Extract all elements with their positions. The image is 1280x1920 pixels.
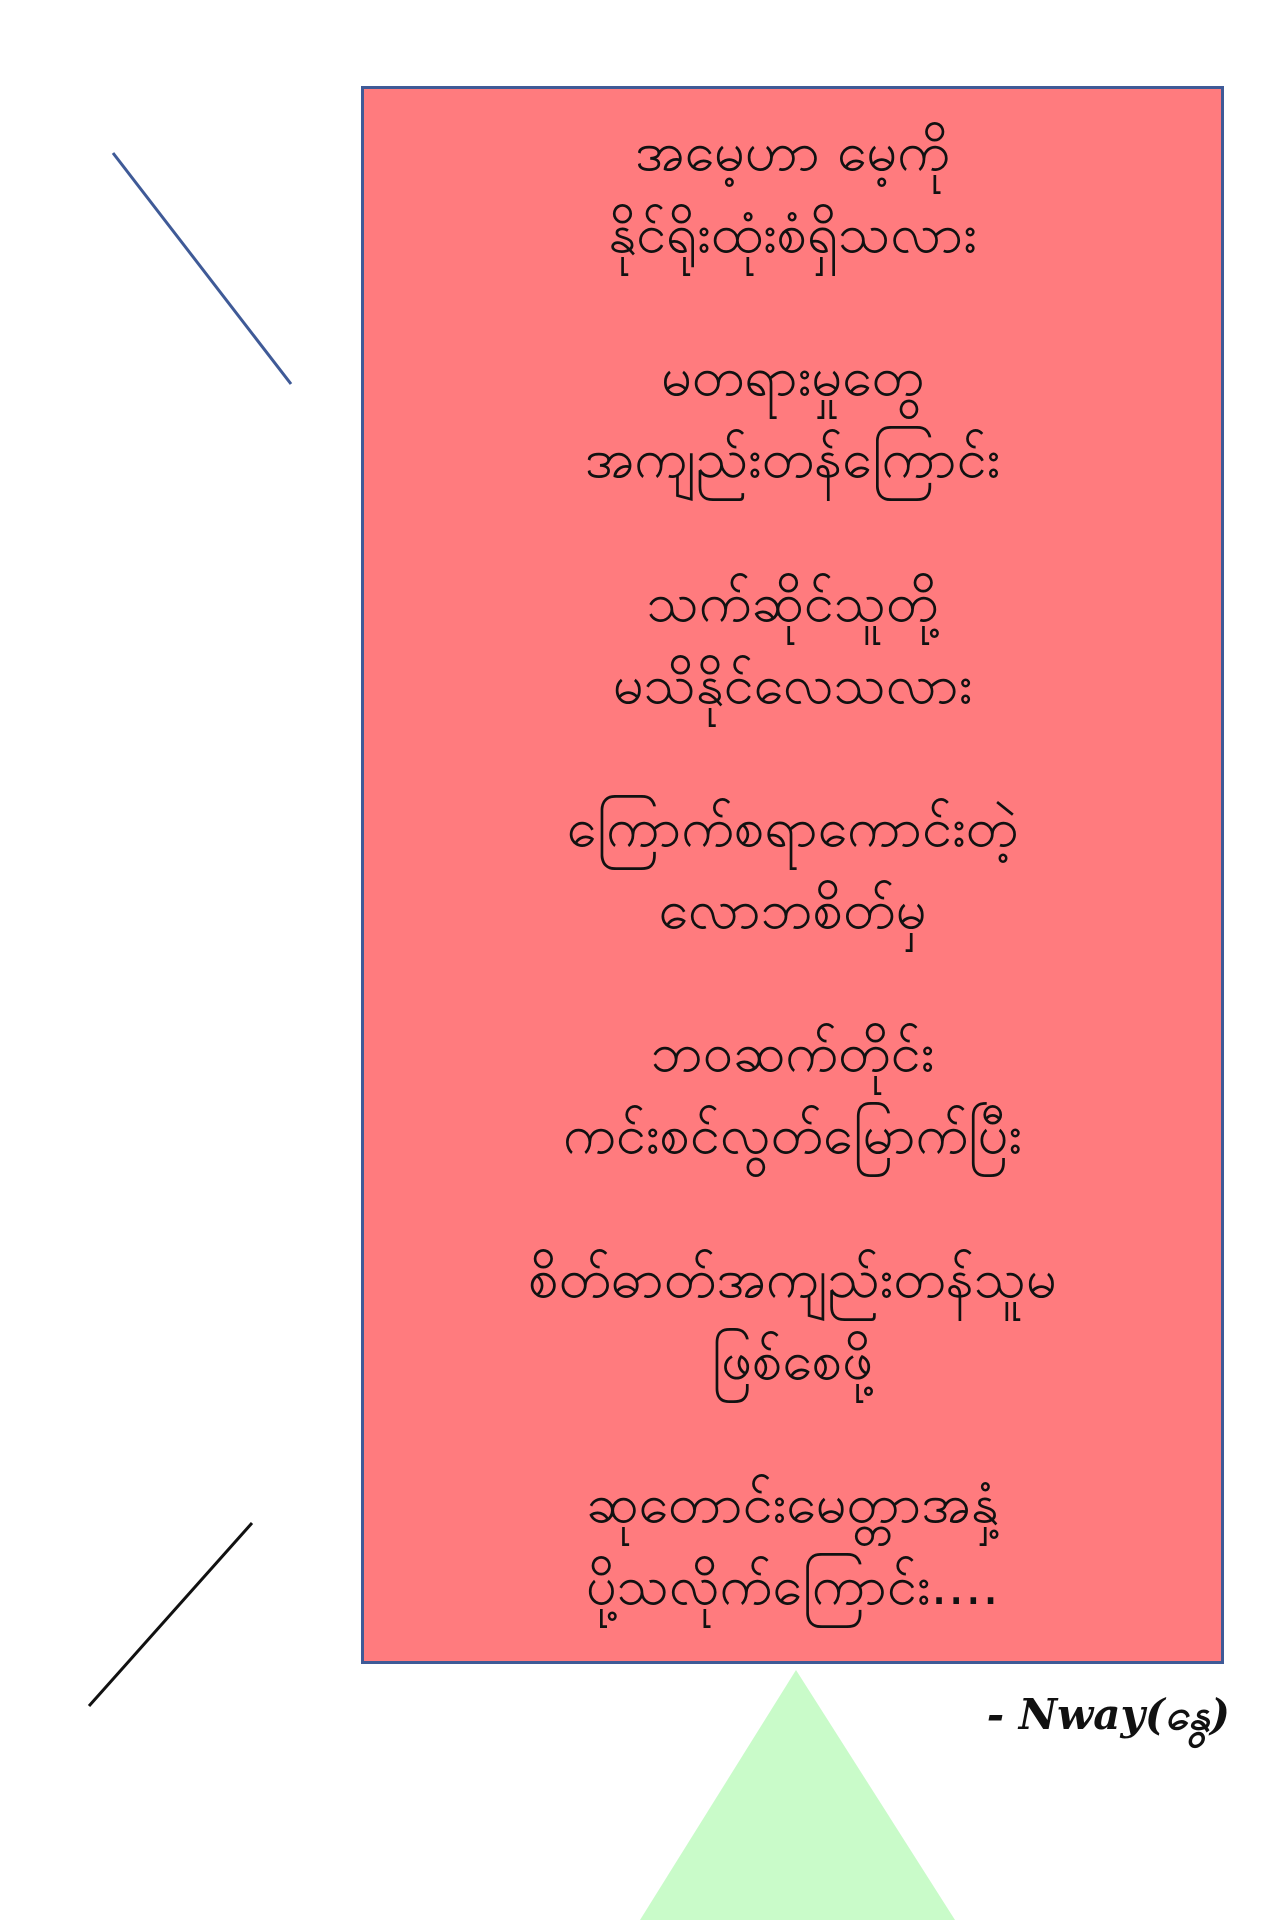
poem-line: နိုင်ရိုးထုံးစံရှိသလား [608, 202, 977, 265]
poem-line: အမေ့ဟာ မေ့ကို [635, 120, 950, 183]
poem-line: ပို့သလိုက်ကြောင်း.... [585, 1553, 1000, 1617]
poem-stanza [374, 1238, 1211, 1402]
author-signature: - Nway(နွေ) [986, 1690, 1230, 1739]
poem-stanza [374, 336, 1211, 500]
poem-stanza [374, 1463, 1211, 1627]
poem-line: ကင်းစင်လွတ်မြောက်ပြီး [563, 1103, 1022, 1167]
poem-stanza [374, 562, 1211, 726]
poem-line: စိတ်ဓာတ်အကျည်းတန်သူမ [528, 1246, 1057, 1310]
diagonal-line-blue [113, 153, 291, 384]
poem-line: ဘဝဆက်တိုင်း [650, 1021, 935, 1085]
poem-line: ကြောက်စရာကောင်းတဲ့ [566, 795, 1019, 859]
poem-line: ဆုတောင်းမေတ္တာအနှံ့ [586, 1471, 999, 1535]
poem-stanza [374, 1012, 1211, 1176]
poem-line: မတရားမှုတွေ [660, 345, 925, 409]
diagonal-line-black [89, 1523, 252, 1706]
poem-line: ဖြစ်စေဖို့ [712, 1328, 873, 1392]
poem-stanza [374, 787, 1211, 951]
poem-line: လောဘစိတ်မှ [658, 877, 927, 941]
poem-card [361, 86, 1224, 1664]
poem-line: သက်ဆိုင်သူတို့ [646, 570, 939, 634]
green-triangle [640, 1670, 955, 1920]
poem-stanza [374, 111, 1211, 275]
poem-line: မသိနိုင်လေသလား [612, 652, 973, 716]
poem-line: အကျည်းတန်ကြောင်း [584, 427, 1001, 491]
